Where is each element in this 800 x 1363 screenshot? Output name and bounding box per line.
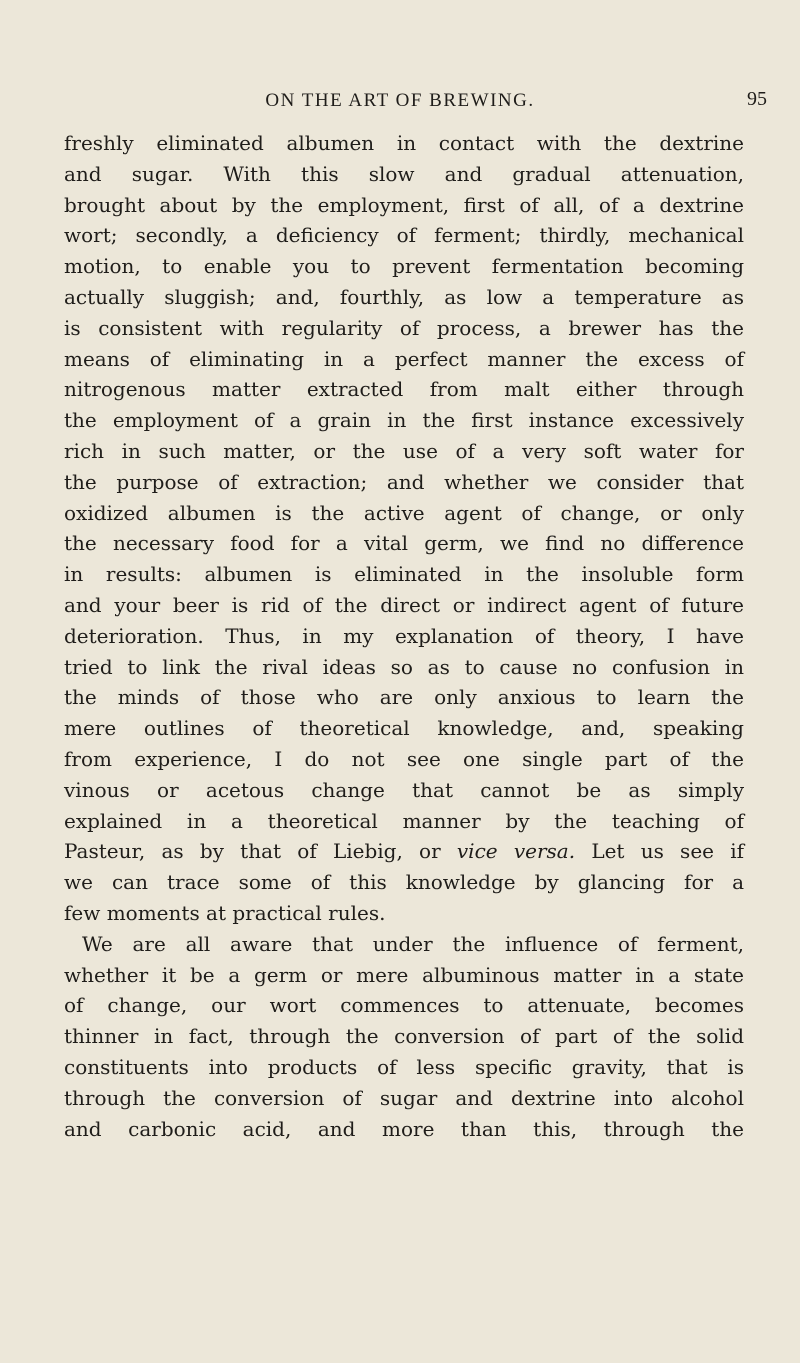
- text-line: nitrogenous matter extracted from malt either through: [64, 377, 744, 402]
- text-line: motion, to enable you to prevent fermentation becoming: [64, 254, 744, 279]
- text-line: from experience, I do not see one single part of the: [64, 746, 744, 771]
- running-head: ON THE ART OF BREWING.: [265, 90, 535, 111]
- text-line: vinous or acetous change that cannot be as simply: [64, 777, 744, 802]
- text-line: and sugar. With this slow and gradual attenuation,: [64, 161, 744, 186]
- text-line-with-italic: [64, 836, 744, 867]
- text-line: the purpose of extraction; and whether we consider that: [64, 469, 744, 494]
- text-line: and your beer is rid of the direct or indirect agent of future: [64, 592, 744, 617]
- body-text: [64, 128, 744, 1144]
- text-line: few moments at practical rules.: [64, 900, 386, 925]
- text-line: and carbonic acid, and more than this, through the: [64, 1116, 744, 1141]
- text-line: is consistent with regularity of process, a brewer has the: [64, 315, 744, 340]
- text-line: whether it be a germ or mere albuminous matter in a state: [64, 962, 744, 987]
- italic-phrase: vice versa.: [456, 839, 576, 864]
- text-segment: Let us see if: [591, 839, 745, 864]
- text-line: constituents into products of less specific gravity, that is: [64, 1054, 744, 1079]
- text-line: deterioration. Thus, in my explanation of theory, I have: [64, 623, 744, 648]
- text-line: explained in a theoretical manner by the teaching of: [64, 808, 744, 833]
- text-line: the minds of those who are only anxious to learn the: [64, 685, 744, 710]
- text-line: thinner in fact, through the conversion of part of the solid: [64, 1024, 744, 1049]
- text-line: rich in such matter, or the use of a very soft water for: [64, 438, 744, 463]
- text-line: mere outlines of theoretical knowledge, and, speaking: [64, 716, 744, 741]
- text-line: actually sluggish; and, fourthly, as low a temperature as: [64, 284, 744, 309]
- text-segment: Pasteur, as by that of Liebig, or: [64, 839, 441, 864]
- text-line: means of eliminating in a perfect manner the excess of: [64, 346, 744, 371]
- text-line: oxidized albumen is the active agent of change, or only: [64, 500, 744, 525]
- text-line: wort; secondly, a deficiency of ferment; thirdly, mechanical: [64, 223, 744, 248]
- text-line: we can trace some of this knowledge by glancing for a: [64, 870, 744, 895]
- text-line: of change, our wort commences to attenuate, becomes: [64, 993, 744, 1018]
- text-line: tried to link the rival ideas so as to cause no confusion in: [64, 654, 744, 679]
- text-line: the necessary food for a vital germ, we find no difference: [64, 531, 744, 556]
- text-line: through the conversion of sugar and dextrine into alcohol: [64, 1085, 744, 1110]
- text-line: We are all aware that under the influence of ferment,: [82, 931, 744, 956]
- text-line: freshly eliminated albumen in contact with the dextrine: [64, 131, 744, 155]
- page-number: 95: [747, 88, 767, 110]
- text-line: in results: albumen is eliminated in the insoluble form: [64, 562, 744, 587]
- text-line: brought about by the employment, first of all, of a dextrine: [64, 192, 744, 217]
- text-line: the employment of a grain in the first instance excessively: [64, 408, 744, 433]
